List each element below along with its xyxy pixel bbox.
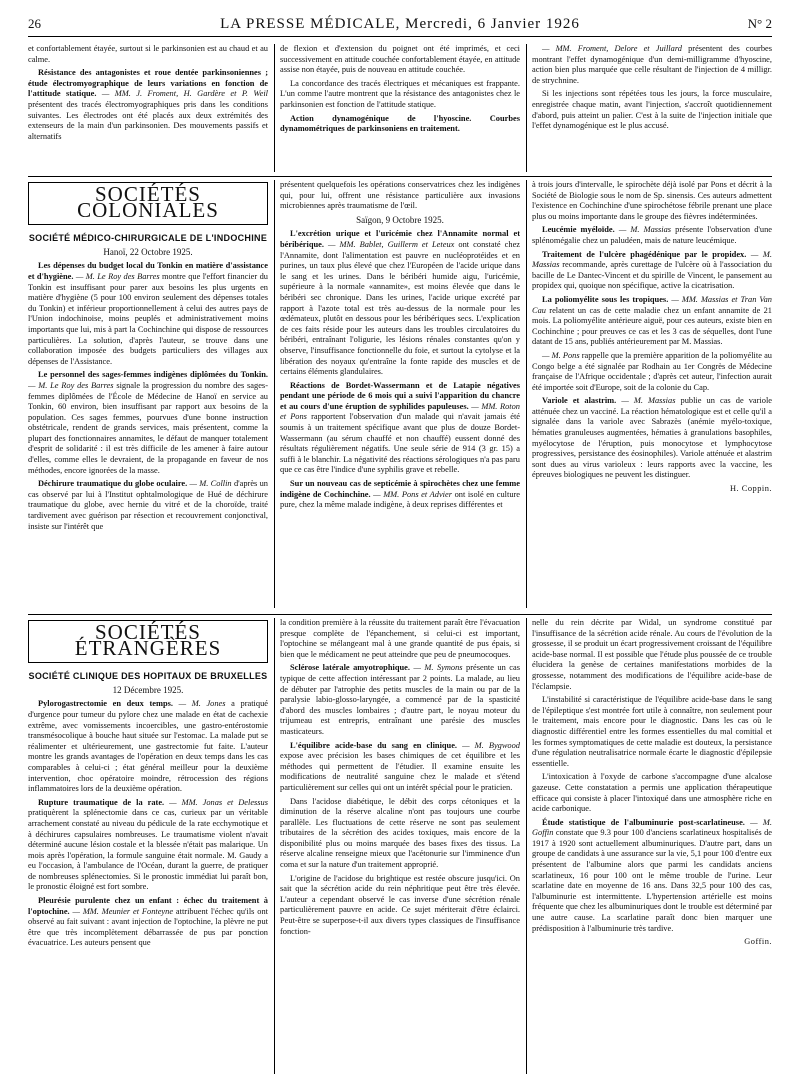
article-text: ont isolé en culture pure, chez la même malade indigène, à deux reprises différentes et <box>280 489 520 510</box>
article-paragraph <box>532 295 772 348</box>
session-date: Saïgon, 9 Octobre 1925. <box>356 214 444 225</box>
article-authors: — MM. Massias et Tran Van Cau <box>532 294 772 315</box>
article-authors: — M. Le Roy des Barres <box>28 380 114 390</box>
article-paragraph <box>280 229 520 377</box>
article-paragraph <box>532 250 772 292</box>
section-divider <box>28 614 772 615</box>
article-heading: Traitement de l'ulcère phagédénique par le propidex. <box>542 249 747 259</box>
column-rule <box>526 180 527 608</box>
body-paragraph: Dans l'acidose diabétique, le débit des corps cétoniques et la diminution de la réserve alcaline n'ont pas toujours une courbe parallèle. Les fluctuations de cette réserve ne sont pas seulement tributaires de la sécrétion des acides toxiques, mais encore de la disponibilité plus ou moins marquée des bases fixes des tissus. La réserve alcaline renseigne mieux que l'acétonurie sur l'imminence d'un coma et sur la nature d'un traitement approprié. <box>280 796 520 870</box>
article-paragraph <box>28 370 268 476</box>
foreign-column-1 <box>28 618 268 1074</box>
article-paragraph <box>532 351 772 393</box>
article-paragraph <box>280 479 520 511</box>
body-paragraph: et confortablement étayée, surtout si le parkinsonien est au chaud et au calme. <box>28 44 268 64</box>
article-text: montre que l'effort financier du Tonkin est insuffisant pour parer aux besoins les plus urgents en matière d'hygiène (5 pour 100 environ seulement des dépenses totales du Tonkin) et inférieur proportionnellement à celui des autres pays de l'Union indochinoise, moins peuplés et administrativement moins importants que lui, mis à part la Cochinchine qui dispose de ressources particulières. La solution, d'après l'auteur, se trouve dans une collaboration imposée des budgets particuliers des villages aux dépenses de l'Assistance. <box>28 271 268 366</box>
article-text: présentent des courbes montrant l'effet dynamogénique d'un demi-milligramme d'hyoscine, action bien plus marquée que celle résultant de l'injection de 4 milligr. de strychnine. <box>532 44 772 85</box>
article-text: présente un cas typique de cette affection intéressant par 2 points. La malade, au lieu de débuter par l'atrophie des petits muscles de la main ou par de la paralysie labio-glosso-laryngée, a commencé par de la spasticité d'abord des muscles lombaires ; d'autre part, le noyau moteur du trijumeau est entrepris, entraînant une parésie des muscles masticateurs. <box>280 663 520 736</box>
article-authors: — M. Massias <box>614 225 672 235</box>
top-column-3 <box>532 44 772 172</box>
article-text: publie un cas de variole atténuée chez un vacciné. La réaction hématologique est et celle qu'il a signalée dans la variole avec Sabrazès (anémie myélo-toxique, hématies granuleuses augmentées, hématies à granulations basophiles, myélocytose de l'éruption, puis monocytose et lymphocytose progressives, persistance des éosinophiles). Variole atténuée et alastrim sont dues au virus varioleux : leurs rapports avec la vaccine, les épreuves biologiques ne peuvent les distinguer. <box>532 396 772 480</box>
issue-number: N° 2 <box>747 16 772 31</box>
article-text: d'après un cas observé par lui à l'Institut ophtalmologique de Hué de déchirure traumatique du globe, avec hernie du vitré et de la choroïde, traité tardivement avec guérison par résection et recouvrement conjonctival, insiste sur l'intérêt que <box>28 479 268 531</box>
article-paragraph <box>28 699 268 794</box>
society-name: SOCIÉTÉ MÉDICO-CHIRURGICALE DE L'INDOCHINE <box>28 233 268 244</box>
body-paragraph: de flexion et d'extension du poignet ont été imprimés, et ceci successivement en attitude couchée confortablement étayée, en attitude assise non étayée, puis de nouveau en attitude couchée. <box>280 44 520 75</box>
article-heading: Pylorogastrectomie en deux temps. <box>38 699 174 709</box>
article-heading: Réactions de Bordet-Wassermann et de Latapie négatives pendant une période de 6 mois qui a suivi l'apparition du chancre et au cours d'une éruption de syphilides papuleuses. <box>280 380 520 411</box>
body-paragraph: à trois jours d'intervalle, le spirochète déjà isolé par Pons et décrit à la Société de Biologie sous le nom de Sp. sinensis. Ces auteurs admettent l'existence en Cochinchine d'une spirochétose fébrile prenant une place plus ou moins importante dans le groupe des fièvres indéterminées. <box>532 180 772 221</box>
article-authors: — MM. Pons et Advier <box>370 489 452 499</box>
article-authors: — MM. Meunier et Fonteyne <box>69 906 174 916</box>
article-text: a pratiqué d'urgence pour tumeur du pylore chez une malade en état de cachexie extrême, avec vomissements incoercibles, une gastro-entérostomie transmésocolique à bouche haut située sur l'estomac. La malade put se réalimenter et ultérieurement, une gastrectomie fut faite. L'auteur montre les grands avantages de l'opération en deux temps dans les cas comparables à celui-ci ; état général meilleur pour la deuxième intervention, choc opératoire moindre, rétrocession des régions inflammatoires lors de la deuxième opération. <box>28 699 268 794</box>
article-paragraph <box>280 741 520 794</box>
article-paragraph <box>280 114 520 135</box>
body-paragraph: la condition première à la réussite du traitement paraît être l'évacuation presque complète de l'épanchement, si celui-ci est important, l'optochine se mélangeant mal à une grande quantité de pus épais, si bien que le médicament ne peut atteindre que peu de pneumocoques. <box>280 618 520 659</box>
column-rule <box>274 44 275 172</box>
article-heading: Résistance des antagonistes et roue dentée parkinsoniennes ; étude électromyographique de leurs variations en fonction de l'attitude statique. <box>28 68 268 99</box>
author-signature: Goffin. <box>744 937 772 947</box>
article-authors: — MM. Roton et Pons <box>280 401 520 422</box>
article-text: attribuent l'échec qu'ils ont observé au fait suivant : avant injection de l'optochine, la plèvre ne put être que très incomplètement débarrassée de pus par ponction évacuatrice. Les auteurs pensent que <box>28 906 268 948</box>
colonial-column-1-body <box>28 261 268 532</box>
section-heading-box <box>28 182 268 225</box>
article-heading: Action dynamogénique de l'hyoscine. Courbes dynamométriques de parkinsoniens en traitement. <box>280 113 520 134</box>
article-heading: Pleurésie purulente chez un enfant : échec du traitement à l'optochine. <box>28 896 268 916</box>
article-heading: Variole et alastrim. <box>542 396 617 406</box>
article-authors: — M. Collin <box>187 479 232 489</box>
article-text: constate que 9.3 pour 100 d'anciens scarlatineux hospitalisés de 1917 à 1920 sont actuellement albuminuriques. D'autre part, dans un groupe de candidats à une assurance sur la vie, 5,1 pour 100 d'entre eux présentent de l'albumine alors que parmi les candidats anciens scarlatineux, 16 pour 100 ont le même trouble de l'urine. Leur scarlatine date en moyenne de 16 ans. Dans 32,5 pour 100 des cas, l'albuminurie est intermittente. L'hypertension artérielle est moins fréquente que chez les albuminuriques dont le trouble est déterminé par une autre cause. La scarlatine paraît donc bien marquer une prédisposition à l'albuminurie très tardive. <box>532 828 772 933</box>
article-heading: Déchirure traumatique du globe oculaire. <box>38 479 188 489</box>
article-text: rappelle que la première apparition de la poliomyélite au Congo belge a été signalée par Rodhain au 1er Congrès de Médecine française de l'Afrique occidentale ; d'après cet auteur, l'infection aurait été importée soit d'Europe, soit de la colonie du Cap. <box>532 350 772 392</box>
article-text: relatent un cas de cette maladie chez un enfant annamite de 21 mois. La poliomyélite antérieure aiguë, pour ces auteurs, existe bien en Cochinchine ; pour preuves ce cas et les 3 cas de séquelles, dont l'une datant de 15 ans, publiés antérieurement par M. Massias. <box>532 305 772 347</box>
section-title: SOCIÉTÉS ÉTRANGÈRES <box>74 620 222 660</box>
article-text: recommande, après curettage de l'ulcère où à l'association du bacille de Le Dantec-Vincent et du spirille de Vincent, le pansement au propidex qui, quoique non spécifique, active la cicatrisation. <box>532 260 772 291</box>
author-signature: H. Coppin. <box>730 484 772 494</box>
article-paragraph <box>532 225 772 246</box>
article-authors: — M. Massias <box>532 249 772 270</box>
article-authors: — M. Goffin <box>532 817 772 838</box>
foreign-section <box>28 618 772 1074</box>
body-paragraph: L'intoxication à l'oxyde de carbone s'accompagne d'une alcalose gazeuse. Cette constatation a permis une application thérapeutique efficace qui consiste à placer l'intoxiqué dans une atmosphère riche en acide carbonique. <box>532 772 772 814</box>
article-authors: — MM. Jonas et Delessus <box>164 797 268 807</box>
article-heading: L'excrétion urique et l'uricémie chez l'Annamite normal et béribérique. <box>280 229 520 249</box>
article-paragraph <box>280 663 520 737</box>
article-text: rapportent l'observation d'un malade qui n'avait jamais été soumis à un traitement spécifique avant que plus de douze Bordet-Wassermann (au sérum chauffé et non chauffé) eussent donné des résultats régulièrement négatifs. Une seule série de 914 (3 gr. 15) a suffi à le blanchir. La négativité des réactions sérologiques n'a pas paru que ce cas être l'indice d'une syphilis grave et rebelle. <box>280 412 520 475</box>
article-authors: — M. Jones <box>173 699 226 709</box>
article-paragraph <box>28 896 268 949</box>
article-text: expose avec précision les bases chimiques de cet équilibre et les méthodes qui permettent de l'étudier. Il examine ensuite les modifications de neutralité sanguine chez le malade et s'étend particulièrement sur celles qui ont un intérêt spécial pour le praticien. <box>280 751 520 792</box>
article-heading: Sclérose latérale amyotrophique. <box>290 663 410 673</box>
article-heading: Le personnel des sages-femmes indigènes diplômées du Tonkin. <box>38 370 268 380</box>
colonial-column-1 <box>28 180 268 608</box>
session-date: Hanoï, 22 Octobre 1925. <box>103 246 193 257</box>
body-paragraph: L'origine de l'acidose du brightique est restée obscure jusqu'ici. On sait que la sécrétion acide du rein néphritique peut être très élevée. L'auteur a cependant observé le cas inverse d'une sécrétion rénale particulièrement pauvre en acide. Ce sujet mériterait d'être éclairci. Peut-être se superpose-t-il aux divers types classiques de l'insuffisance fonction- <box>280 873 520 936</box>
section-heading-box <box>28 620 268 663</box>
article-paragraph <box>532 396 772 481</box>
article-heading: Sur un nouveau cas de septicémie à spirochètes chez une femme indigène de Cochinchine. <box>280 479 520 499</box>
column-rule <box>274 180 275 608</box>
article-authors: — MM. Froment, Delore et Juillard <box>542 44 682 53</box>
top-column-2 <box>280 44 520 172</box>
article-text: signale la progression du nombre des sages-femmes diplômées de l'École de Médecine de Hanoï en service au Tonkin, 60 environ, bien insuffisant par rapport aux besoins de la population. Ces sages femmes, pourvues d'une bonne instruction obstétricale, rendent de grands services, mais présentent, comme la plupart des fonctionnaires annamites, le défaut de manquer totalement d'esprit de solidarité : il est très difficile de les amener à faire autour d'elles, comme elles le devraient, de la propagande en faveur de nos méthodes, encore ignorées de la masse. <box>28 380 268 475</box>
continuation-band <box>28 44 772 172</box>
article-paragraph <box>280 381 520 476</box>
column-rule <box>274 618 275 1074</box>
running-header <box>28 14 772 37</box>
top-column-1 <box>28 44 268 172</box>
article-paragraph <box>28 68 268 142</box>
article-heading: Étude statistique de l'albuminurie post-scarlatineuse. <box>542 817 745 827</box>
article-authors: — M. Massias <box>616 396 676 406</box>
foreign-column-3 <box>532 618 772 1074</box>
article-heading: Les dépenses du budget local du Tonkin en matière d'assistance et d'hygiène. <box>28 261 268 281</box>
article-text: pratiquèrent la splénectomie dans ce cas, curieux par un véritable arrachement constaté au niveau du pédicule de la rate ecchymotique et à déchirures capsulaires nombreuses. Le traumatisme violent n'avait déterminé aucune lésion costale et la blessée n'était pas malarique. Un mois après l'opération, la formule sanguine était normale. M. Gaudy a eu l'occasion, à l'ambulance de l'Océan, durant la guerre, de pratiquer de nombreuses splénectomies. Si le pronostic immédiat lui paraît bon, le pronostic éloigné est fort sombre. <box>28 808 268 892</box>
article-heading: La poliomyélite sous les tropiques. <box>542 294 669 304</box>
article-paragraph <box>28 261 268 367</box>
body-paragraph: nelle du rein décrite par Widal, un syndrome constitué par l'insuffisance de la sécrétion acide rénale. Au cours de l'évolution de la grossesse, il se produit un écart progressivement croissant de l'équilibre acide-base normal. Il est possible que l'étude plus poussée de ce trouble élucidera la genèse de certaines manifestations morbides de la grossesse, notamment des modifications de l'équilibre acide-base de l'éclampsie. <box>532 618 772 691</box>
foreign-column-2 <box>280 618 520 1074</box>
society-name: SOCIÉTÉ CLINIQUE DES HOPITAUX DE BRUXELLES <box>28 671 268 682</box>
article-paragraph <box>28 479 268 532</box>
article-authors: — M. Pons <box>542 350 580 360</box>
article-text: présentent des tracés électromyographiques pris dans les conditions suivantes. Les électrodes ont été placés aux deux extrémités des extenseurs de la main d'un parkinsonien. Des mouvements passifs et alternatifs <box>28 99 268 141</box>
section-divider <box>28 176 772 177</box>
article-authors: — MM. Bablet, Guillerm et Leteux <box>323 239 455 249</box>
body-paragraph: Si les injections sont répétées tous les jours, la force musculaire, enregistrée chaque matin, avant l'injection, s'accroît quotidiennement d'abord, puis atteint un palier. C'est à la suite de l'injection initiale que l'effet dynamogénique est le plus accusé. <box>532 89 772 131</box>
article-authors: — M. Symons <box>409 663 463 673</box>
journal-title-date: LA PRESSE MÉDICALE, Mercredi, 6 Janvier 1926 <box>220 16 580 32</box>
article-heading: Rupture traumatique de la rate. <box>38 797 165 807</box>
article-paragraph <box>28 798 268 893</box>
article-heading: Leucémie myéloïde. <box>542 225 615 235</box>
colonial-column-2 <box>280 180 520 608</box>
article-authors: — MM. J. Froment, H. Gardère et P. Weil <box>96 89 268 99</box>
article-text: ont constaté chez l'Annamite, dont l'alimentation est pauvre en nucléoprotéides et en purines, un taux plus élevé que chez l'Européen de l'acide urique dans le sang et les urines. Dans le béribéri humide aigu, l'uricémie, supérieure à la normale «annamite», est moins élevée que dans le béribéri sec chronique. Dans les urines, l'acide urique excrété par rapport à l'azote total est très au-dessus de la normale pour les œdémateux, plutôt en dessous pour les béribériques secs. L'explication de ces faits réside pour les auteurs dans les troubles circulatoires du béribéri, entraînant l'oligurie, les lésions rénales constantes qu'on y observe, l'insuffisance fonctionnelle du foie, et surtout la cytolyse et la libération des noyaux qu'entraîne la fonte rapide des muscles et de certains éléments glandulaires. <box>280 239 520 377</box>
foreign-column-1-body <box>28 699 268 949</box>
body-paragraph: L'instabilité si caractéristique de l'équilibre acide-base dans le sang de l'épileptique s'est montrée fort utile à connaître, non seulement pour le traitement, mais encore pour le diagnostic. Dans les cas où le diagnostic différentiel entre les formes essentielles du mal comitial et les formes symptomatiques de cette maladie est douteux, la persistance d'une régulation neutralisatrice normale écarte le diagnostic d'épilepsie essentielle. <box>532 695 772 768</box>
article-heading: L'équilibre acide-base du sang en clinique. <box>290 740 458 750</box>
article-paragraph <box>532 44 772 86</box>
column-rule <box>526 618 527 1074</box>
colonial-column-3 <box>532 180 772 608</box>
article-authors: — M. Le Roy des Barres <box>73 271 160 281</box>
article-authors: — M. Bygwood <box>457 740 520 750</box>
article-text: présente l'observation d'une splénomégalie chez un paludéen, mais de nature leucémique. <box>532 225 772 245</box>
session-date: 12 Décembre 1925. <box>112 684 184 695</box>
body-paragraph: présentent quelquefois les opérations conservatrices chez les indigènes qui, pour lui, offrent une résistance particulière aux invasions microbiennes après traumatisme de l'œil. <box>280 180 520 211</box>
body-paragraph: La concordance des tracés électriques et mécaniques est frappante. L'un comme l'autre montrent que la résistance des antagonistes chez le parkinsonien est fonction de l'attitude statique. <box>280 78 520 109</box>
column-rule <box>526 44 527 172</box>
page-number: 26 <box>28 16 41 31</box>
colonial-section <box>28 180 772 608</box>
article-paragraph <box>532 818 772 935</box>
section-title: SOCIÉTÉS COLONIALES <box>77 182 219 222</box>
